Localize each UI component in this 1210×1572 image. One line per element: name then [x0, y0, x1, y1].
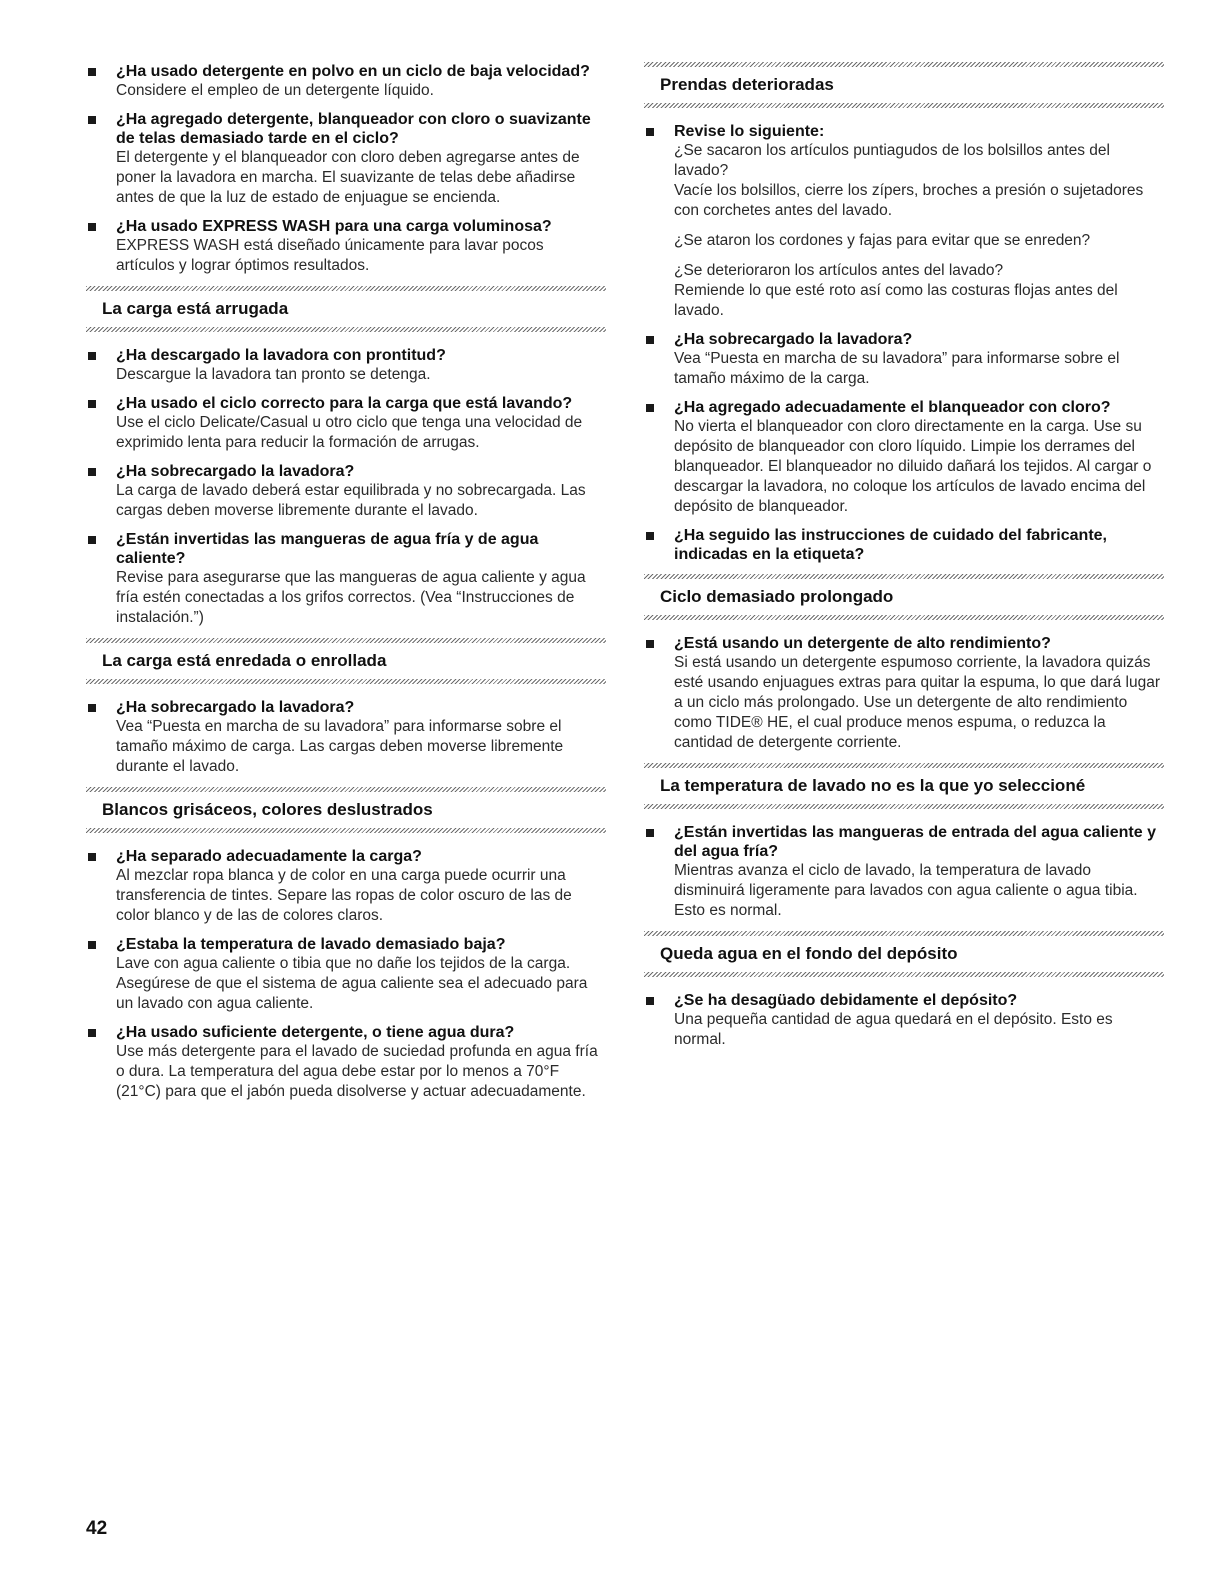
- item-answer: [674, 653, 1164, 753]
- item-answer: [116, 568, 606, 628]
- troubleshooting-item: [86, 62, 606, 101]
- troubleshooting-item: [86, 462, 606, 521]
- answer-paragraph: Al mezclar ropa blanca y de color en una carga puede ocurrir una transferencia de tintes. Separe las ropas de color oscuro de las de color blanco y de las de colores claros.: [116, 867, 572, 924]
- section-title: La temperatura de lavado no es la que yo seleccioné: [660, 776, 1086, 795]
- item-question: ¿Ha sobrecargado la lavadora?: [674, 331, 913, 348]
- troubleshooting-item: [644, 330, 1164, 389]
- section-header: [86, 787, 606, 833]
- troubleshooting-item: [86, 935, 606, 1014]
- hatched-rule-bottom: [644, 103, 1164, 108]
- square-bullet-icon: [646, 336, 654, 344]
- square-bullet-icon: [88, 68, 96, 76]
- hatched-rule-bottom: [644, 804, 1164, 809]
- answer-paragraph: Si está usando un detergente espumoso corriente, la lavadora quizás esté usando enjuagues extras para quitar la espuma, lo que dará lugar a un ciclo más prolongado. Use un detergente de alto rendimiento como TIDE® HE, el cual produce menos espuma, o reduzca la cantidad de detergente corriente.: [674, 654, 1160, 751]
- troubleshooting-item: [644, 634, 1164, 753]
- item-answer: [674, 861, 1164, 921]
- answer-paragraph: Una pequeña cantidad de agua quedará en el depósito. Esto es normal.: [674, 1011, 1113, 1048]
- square-bullet-icon: [88, 941, 96, 949]
- section-title: La carga está arrugada: [102, 299, 289, 318]
- hatched-rule-bottom: [86, 828, 606, 833]
- answer-paragraph: ¿Se deterioraron los artículos antes del lavado? Remiende lo que esté roto así como las costuras flojas antes del lavado.: [674, 262, 1118, 319]
- troubleshooting-item: [86, 698, 606, 777]
- troubleshooting-item: [86, 530, 606, 628]
- item-answer: [116, 1042, 606, 1102]
- answer-paragraph: Revise para asegurarse que las mangueras de agua caliente y agua fría estén conectadas a los grifos correctos. (Vea “Instrucciones de instalación.”): [116, 569, 586, 626]
- answer-paragraph: EXPRESS WASH está diseñado únicamente para lavar pocos artículos y lograr óptimos resultados.: [116, 237, 544, 274]
- answer-paragraph: El detergente y el blanqueador con cloro deben agregarse antes de poner la lavadora en marcha. El suavizante de telas debe añadirse antes de que la luz de estado de enjuague se encienda.: [116, 149, 580, 206]
- square-bullet-icon: [88, 853, 96, 861]
- item-answer: [116, 236, 606, 276]
- section-title: Blancos grisáceos, colores deslustrados: [102, 800, 433, 819]
- answer-paragraph: ¿Se ataron los cordones y fajas para evitar que se enreden?: [674, 232, 1091, 249]
- hatched-rule-bottom: [644, 972, 1164, 977]
- troubleshooting-item: [644, 398, 1164, 517]
- item-answer: [116, 481, 606, 521]
- item-answer: [674, 349, 1164, 389]
- item-question: ¿Estaba la temperatura de lavado demasiado baja?: [116, 936, 506, 953]
- troubleshooting-item: [644, 526, 1164, 564]
- square-bullet-icon: [646, 829, 654, 837]
- item-question: ¿Están invertidas las mangueras de entrada del agua caliente y del agua fría?: [674, 824, 1156, 860]
- troubleshooting-item: [86, 394, 606, 453]
- item-question: Revise lo siguiente:: [674, 123, 825, 140]
- item-question: ¿Ha usado EXPRESS WASH para una carga voluminosa?: [116, 218, 552, 235]
- item-answer: [116, 866, 606, 926]
- troubleshooting-item: [86, 110, 606, 208]
- item-answer: [116, 717, 606, 777]
- item-answer: [674, 417, 1164, 517]
- answer-paragraph: Mientras avanza el ciclo de lavado, la temperatura de lavado disminuirá ligeramente para lavados con agua caliente o agua tibia. Esto es normal.: [674, 862, 1138, 919]
- right-column: [644, 62, 1164, 1059]
- answer-paragraph: Lave con agua caliente o tibia que no dañe los tejidos de la carga. Asegúrese de que el sistema de agua caliente sea el adecuado para un lavado con agua caliente.: [116, 955, 588, 1012]
- square-bullet-icon: [646, 404, 654, 412]
- item-question: ¿Ha seguido las instrucciones de cuidado del fabricante, indicadas en la etiqueta?: [674, 527, 1107, 563]
- section-header: [86, 638, 606, 684]
- section-header: [644, 931, 1164, 977]
- answer-paragraph: Vea “Puesta en marcha de su lavadora” para informarse sobre el tamaño máximo de la carga.: [674, 350, 1120, 387]
- troubleshooting-item: [86, 1023, 606, 1102]
- square-bullet-icon: [88, 536, 96, 544]
- left-column: [86, 62, 606, 1111]
- square-bullet-icon: [88, 223, 96, 231]
- item-answer: [116, 954, 606, 1014]
- square-bullet-icon: [88, 352, 96, 360]
- item-answer: [674, 141, 1164, 321]
- item-answer: [116, 81, 606, 101]
- item-question: ¿Ha usado suficiente detergente, o tiene agua dura?: [116, 1024, 515, 1041]
- section-header: [644, 574, 1164, 620]
- item-question: ¿Se ha desagüado debidamente el depósito?: [674, 992, 1018, 1009]
- item-question: ¿Están invertidas las mangueras de agua fría y de agua caliente?: [116, 531, 539, 567]
- troubleshooting-item: [86, 217, 606, 276]
- answer-paragraph: La carga de lavado deberá estar equilibrada y no sobrecargada. Las cargas deben moverse libremente durante el lavado.: [116, 482, 586, 519]
- square-bullet-icon: [646, 640, 654, 648]
- answer-paragraph: Considere el empleo de un detergente líquido.: [116, 82, 434, 99]
- answer-paragraph: No vierta el blanqueador con cloro directamente en la carga. Use su depósito de blanqueador con cloro líquido. Limpie los derrames del blanqueador. El blanqueador no diluido dañará los tejidos. Al cargar o descargar la lavadora, no coloque los artículos de lavado encima del depósito de blanqueador.: [674, 418, 1152, 515]
- section-header: [86, 286, 606, 332]
- troubleshooting-item: [644, 823, 1164, 921]
- section-title: Prendas deterioradas: [660, 75, 834, 94]
- square-bullet-icon: [646, 128, 654, 136]
- square-bullet-icon: [88, 400, 96, 408]
- item-question: ¿Ha descargado la lavadora con prontitud?: [116, 347, 446, 364]
- answer-paragraph: Use más detergente para el lavado de suciedad profunda en agua fría o dura. La temperatura del agua debe estar por lo menos a 70°F (21°C) para que el jabón pueda disolverse y actuar adecuadamente.: [116, 1043, 598, 1100]
- square-bullet-icon: [88, 704, 96, 712]
- section-title: Queda agua en el fondo del depósito: [660, 944, 958, 963]
- square-bullet-icon: [646, 997, 654, 1005]
- hatched-rule-bottom: [86, 327, 606, 332]
- item-question: ¿Está usando un detergente de alto rendimiento?: [674, 635, 1051, 652]
- page-number: 42: [86, 1518, 108, 1539]
- section-title: La carga está enredada o enrollada: [102, 651, 387, 670]
- square-bullet-icon: [88, 468, 96, 476]
- item-question: ¿Ha agregado adecuadamente el blanqueador con cloro?: [674, 399, 1111, 416]
- square-bullet-icon: [646, 532, 654, 540]
- section-title: Ciclo demasiado prolongado: [660, 587, 894, 606]
- item-answer: [116, 148, 606, 208]
- item-answer: [674, 1010, 1164, 1050]
- section-header: [644, 62, 1164, 108]
- hatched-rule-bottom: [86, 679, 606, 684]
- troubleshooting-item: [86, 346, 606, 385]
- answer-paragraph: Vea “Puesta en marcha de su lavadora” para informarse sobre el tamaño máximo de carga. Las cargas deben moverse libremente durante el lavado.: [116, 718, 564, 775]
- item-question: ¿Ha sobrecargado la lavadora?: [116, 699, 355, 716]
- section-header: [644, 763, 1164, 809]
- square-bullet-icon: [88, 116, 96, 124]
- answer-paragraph: ¿Se sacaron los artículos puntiagudos de los bolsillos antes del lavado? Vacíe los bolsillos, cierre los zípers, broches a presión o sujetadores con corchetes antes del lavado.: [674, 142, 1144, 219]
- troubleshooting-item: [644, 122, 1164, 321]
- answer-paragraph: Descargue la lavadora tan pronto se detenga.: [116, 366, 431, 383]
- answer-paragraph: Use el ciclo Delicate/Casual u otro ciclo que tenga una velocidad de exprimido lenta para reducir la formación de arrugas.: [116, 414, 583, 451]
- hatched-rule-bottom: [644, 615, 1164, 620]
- square-bullet-icon: [88, 1029, 96, 1037]
- item-question: ¿Ha usado detergente en polvo en un ciclo de baja velocidad?: [116, 63, 590, 80]
- item-question: ¿Ha separado adecuadamente la carga?: [116, 848, 422, 865]
- item-question: ¿Ha sobrecargado la lavadora?: [116, 463, 355, 480]
- troubleshooting-item: [86, 847, 606, 926]
- troubleshooting-item: [644, 991, 1164, 1050]
- item-question: ¿Ha agregado detergente, blanqueador con cloro o suavizante de telas demasiado tarde en el ciclo?: [116, 111, 591, 147]
- item-question: ¿Ha usado el ciclo correcto para la carga que está lavando?: [116, 395, 573, 412]
- item-answer: [116, 365, 606, 385]
- item-answer: [116, 413, 606, 453]
